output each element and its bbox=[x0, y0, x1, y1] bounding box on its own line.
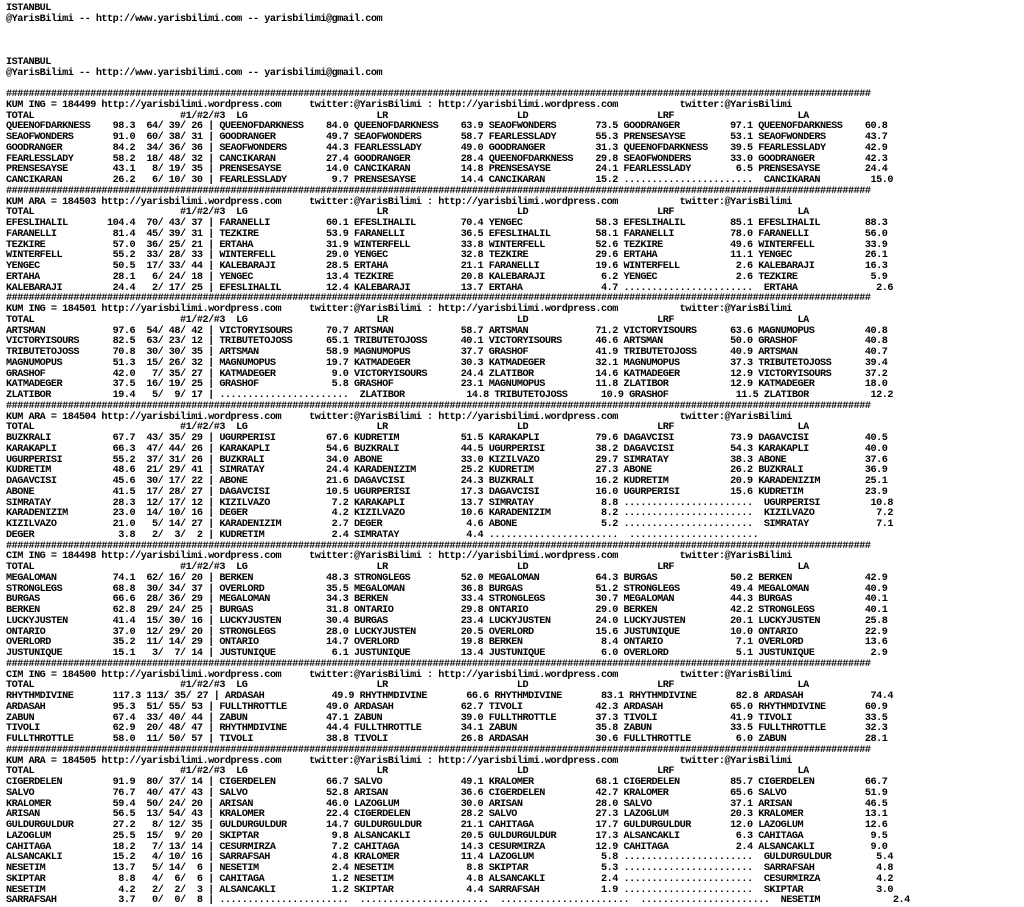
horse-row: BUZKRALI 67.7 43/ 35/ 29 | UGURPERISI 67.6 KUDRETIM 51.5 KARAKAPLI 79.6 DAGAVCISI 73.9 DAGAVCISI 40.5 bbox=[6, 433, 888, 444]
horse-row: VICTORYISOURS 82.5 63/ 23/ 12 | TRIBUTETOJOSS 65.1 TRIBUTETOJOSS 40.1 VICTORYISOURS 46.6 ARTSMAN 50.0 GRASHOF 40.8 bbox=[6, 336, 888, 348]
race-report-document bbox=[6, 4, 910, 907]
horse-row: KATMADEGER 37.5 16/ 19/ 25 | GRASHOF 5.8 GRASHOF 23.1 MAGNUMOPUS 11.8 ZLATIBOR 12.9 KATMADEGER 18.0 bbox=[6, 379, 888, 391]
horse-row: MAGNUMOPUS 51.3 15/ 26/ 32 | MAGNUMOPUS 19.7 KATMADEGER 30.3 KATMADEGER 32.1 MAGNUMOPUS 37.3 TRIBUTETOJOSS 39.4 bbox=[6, 357, 888, 369]
horse-row: MEGALOMAN 74.1 62/ 16/ 20 | BERKEN 48.3 STRONGLEGS 52.0 MEGALOMAN 64.3 BURGAS 50.2 BERKEN 42.9 bbox=[6, 572, 888, 584]
separator-line: ########################################################################################################################################################## bbox=[6, 185, 871, 197]
horse-row: SKIPTAR 8.8 4/ 6/ 6 | CAHITAGA 1.2 NESETIM 4.8 ALSANCAKLI 2.4 ....................... CESURMIRZA 4.2 bbox=[6, 873, 893, 885]
horse-row: STRONGLEGS 68.8 30/ 34/ 37 | OVERLORD 35.5 MEGALOMAN 36.8 BURGAS 51.2 STRONGLEGS 49.4 MEGALOMAN 40.9 bbox=[6, 583, 888, 595]
blank-line bbox=[6, 36, 910, 47]
horse-row: ARTSMAN 97.6 54/ 48/ 42 | VICTORYISOURS 70.7 ARTSMAN 58.7 ARTSMAN 71.2 VICTORYISOURS 63.6 MAGNUMOPUS 40.8 bbox=[6, 325, 888, 337]
horse-row: LUCKYJUSTEN 41.4 15/ 30/ 16 | LUCKYJUSTEN 30.4 BURGAS 23.4 LUCKYJUSTEN 24.0 LUCKYJUSTEN 20.1 LUCKYJUSTEN 25.8 bbox=[6, 615, 888, 627]
horse-row: ARDASAH 95.3 51/ 55/ 53 | FULLTHROTTLE 49.0 ARDASAH 62.7 TIVOLI 42.3 ARDASAH 65.0 RHYTHMDIVINE 60.9 bbox=[6, 701, 888, 713]
horse-row: CAHITAGA 18.2 7/ 13/ 14 | CESURMIRZA 7.2 CAHITAGA 14.3 CESURMIRZA 12.9 CAHITAGA 2.4 ALSANCAKLI 9.0 bbox=[6, 841, 888, 853]
separator-line: ########################################################################################################################################################## bbox=[6, 744, 871, 756]
separator-line: ########################################################################################################################################################## bbox=[6, 293, 871, 305]
horse-row: DAGAVCISI 45.6 30/ 17/ 22 | ABONE 21.6 DAGAVCISI 24.3 BUZKRALI 16.2 KUDRETIM 20.9 KARADENIZIM 25.1 bbox=[6, 476, 888, 487]
horse-row: TEZKIRE 57.0 36/ 25/ 21 | ERTAHA 31.9 WINTERFELL 33.8 WINTERFELL 52.6 TEZKIRE 49.6 WINTERFELL 33.9 bbox=[6, 239, 888, 251]
horse-row: OVERLORD 35.2 11/ 14/ 29 | ONTARIO 14.7 OVERLORD 19.8 BERKEN 8.4 ONTARIO 7.1 OVERLORD 13.6 bbox=[6, 637, 888, 649]
race-header-line: KUM ARA = 184505 http://yarisbilimi.wordpress.com twitter:@YarisBilimi : http://yarisbilimi.wordpress.com twitter:@YarisBilimi bbox=[6, 755, 792, 767]
horse-row: SIMRATAY 28.3 12/ 17/ 12 | KIZILVAZO 7.2 KARAKAPLI 13.7 SIMRATAY 8.8 ....................... UGURPERISI 10.8 bbox=[6, 497, 893, 509]
horse-row: CANCIKARAN 26.2 6/ 10/ 30 | FEARLESSLADY 9.7 PRENSESAYSE 14.4 CANCIKARAN 15.2 ....................... CANCIKARAN 15.0 bbox=[6, 175, 893, 186]
race-header-line: KUM ARA = 184504 http://yarisbilimi.wordpress.com twitter:@YarisBilimi : http://yarisbilimi.wordpress.com twitter:@YarisBilimi bbox=[6, 411, 792, 423]
column-header-line: TOTAL #1/#2/#3 LG LR LD LRF LA bbox=[6, 422, 809, 434]
column-header-line: TOTAL #1/#2/#3 LG LR LD LRF LA bbox=[6, 680, 809, 692]
horse-row: DEGER 3.8 2/ 3/ 2 | KUDRETIM 2.4 SIMRATAY 4.4 ....................... ....................... bbox=[6, 529, 759, 541]
race-header-line: KUM ING = 184501 http://yarisbilimi.wordpress.com twitter:@YarisBilimi : http://yarisbilimi.wordpress.com twitter:@YarisBilimi bbox=[6, 304, 792, 315]
horse-row: SEAOFWONDERS 91.0 60/ 38/ 31 | GOODRANGER 49.7 SEAOFWONDERS 58.7 FEARLESSLADY 55.3 PRENSESAYSE 53.1 SEAOFWONDERS 43.7 bbox=[6, 132, 888, 143]
horse-row: GOODRANGER 84.2 34/ 36/ 36 | SEAOFWONDERS 44.3 FEARLESSLADY 49.0 GOODRANGER 31.3 QUEENOFDARKNESS 39.5 FEARLESSLADY 42.9 bbox=[6, 142, 888, 154]
horse-row: KALEBARAJI 24.4 2/ 17/ 25 | EFESLIHALIL 12.4 KALEBARAJI 13.7 ERTAHA 4.7 ....................... ERTAHA 2.6 bbox=[6, 282, 893, 294]
horse-row: NESETIM 13.7 5/ 14/ 6 | NESETIM 2.4 NESETIM 8.8 SKIPTAR 5.3 ....................... SARRAFSAH 4.8 bbox=[6, 863, 893, 874]
horse-row: NESETIM 4.2 2/ 2/ 3 | ALSANCAKLI 1.2 SKIPTAR 4.4 SARRAFSAH 1.9 ....................... SKIPTAR 3.0 bbox=[6, 884, 893, 896]
page-header-line: @YarisBilimi -- http://www.yarisbilimi.com -- yarisbilimi@gmail.com bbox=[6, 67, 383, 79]
separator-line: ########################################################################################################################################################## bbox=[6, 89, 871, 100]
horse-row: TRIBUTETOJOSS 70.8 30/ 30/ 35 | ARTSMAN 58.9 MAGNUMOPUS 37.7 GRASHOF 41.9 TRIBUTETOJOSS 40.9 ARTSMAN 40.7 bbox=[6, 347, 888, 358]
separator-line: ########################################################################################################################################################## bbox=[6, 540, 871, 552]
race-header-line: KUM ING = 184499 http://yarisbilimi.wordpress.com twitter:@YarisBilimi : http://yarisbilimi.wordpress.com twitter:@YarisBilimi bbox=[6, 99, 792, 111]
column-header-line: TOTAL #1/#2/#3 LG LR LD LRF LA bbox=[6, 207, 809, 219]
horse-row: RHYTHMDIVINE 117.3 113/ 35/ 27 | ARDASAH 49.9 RHYTHMDIVINE 66.6 RHYTHMDIVINE 83.1 RHYTHMDIVINE 82.8 ARDASAH 74.4 bbox=[6, 691, 893, 702]
horse-row: CIGERDELEN 91.9 80/ 37/ 14 | CIGERDELEN 66.7 SALVO 49.1 KRALOMER 68.1 CIGERDELEN 85.7 CIGERDELEN 66.7 bbox=[6, 777, 888, 788]
horse-row: JUSTUNIQUE 15.1 3/ 7/ 14 | JUSTUNIQUE 6.1 JUSTUNIQUE 13.4 JUSTUNIQUE 6.0 OVERLORD 5.1 JUSTUNIQUE 2.9 bbox=[6, 648, 888, 659]
horse-row: KRALOMER 59.4 50/ 24/ 20 | ARISAN 46.0 LAZOGLUM 30.0 ARISAN 28.0 SALVO 37.1 ARISAN 46.5 bbox=[6, 798, 888, 810]
horse-row: KUDRETIM 48.6 21/ 29/ 41 | SIMRATAY 24.4 KARADENIZIM 25.2 KUDRETIM 27.3 ABONE 26.2 BUZKRALI 36.9 bbox=[6, 465, 888, 477]
horse-row: FEARLESSLADY 58.2 18/ 48/ 32 | CANCIKARAN 27.4 GOODRANGER 28.4 QUEENOFDARKNESS 29.8 SEAOFWONDERS 33.0 GOODRANGER 42.3 bbox=[6, 153, 888, 165]
column-header-line: TOTAL #1/#2/#3 LG LR LD LRF LA bbox=[6, 110, 809, 122]
page-header-line: ISTANBUL bbox=[6, 56, 51, 68]
horse-row: ZLATIBOR 19.4 5/ 9/ 17 | ....................... ZLATIBOR 14.8 TRIBUTETOJOSS 10.9 GRASHOF 11.5 ZLATIBOR 12.2 bbox=[6, 390, 893, 401]
page-header-line: ISTANBUL bbox=[6, 3, 51, 14]
horse-row: KARADENIZIM 23.0 14/ 10/ 16 | DEGER 4.2 KIZILVAZO 10.6 KARADENIZIM 8.2 ....................... KIZILVAZO 7.2 bbox=[6, 508, 893, 520]
horse-row: ALSANCAKLI 15.2 4/ 10/ 16 | SARRAFSAH 4.8 KRALOMER 11.4 LAZOGLUM 5.8 ....................... GULDURGULDUR 5.4 bbox=[6, 852, 893, 864]
horse-row: ABONE 41.5 17/ 28/ 27 | DAGAVCISI 10.5 UGURPERISI 17.3 DAGAVCISI 16.0 UGURPERISI 15.6 KUDRETIM 23.9 bbox=[6, 486, 888, 498]
horse-row: SALVO 76.7 40/ 47/ 43 | SALVO 52.8 ARISAN 36.6 CIGERDELEN 42.7 KRALOMER 65.6 SALVO 51.9 bbox=[6, 787, 888, 799]
horse-row: UGURPERISI 55.2 37/ 31/ 26 | BUZKRALI 34.0 ABONE 33.0 KIZILVAZO 29.7 SIMRATAY 38.3 ABONE 37.6 bbox=[6, 454, 888, 466]
horse-row: GULDURGULDUR 27.2 8/ 12/ 35 | GULDURGULDUR 14.7 GULDURGULDUR 21.1 CAHITAGA 17.7 GULDURGULDUR 12.0 LAZOGLUM 12.6 bbox=[6, 820, 888, 831]
separator-line: ########################################################################################################################################################## bbox=[6, 400, 871, 412]
horse-row: KIZILVAZO 21.0 5/ 14/ 27 | KARADENIZIM 2.7 DEGER 4.6 ABONE 5.2 ....................... SIMRATAY 7.1 bbox=[6, 519, 893, 530]
race-header-line: KUM ARA = 184503 http://yarisbilimi.wordpress.com twitter:@YarisBilimi : http://yarisbilimi.wordpress.com twitter:@YarisBilimi bbox=[6, 196, 792, 208]
page-header-line: @YarisBilimi -- http://www.yarisbilimi.com -- yarisbilimi@gmail.com bbox=[6, 13, 383, 25]
horse-row: BERKEN 62.8 29/ 24/ 25 | BURGAS 31.8 ONTARIO 29.8 ONTARIO 29.0 BERKEN 42.2 STRONGLEGS 40.1 bbox=[6, 605, 888, 616]
horse-row: ARISAN 56.5 13/ 54/ 43 | KRALOMER 22.4 CIGERDELEN 28.2 SALVO 27.3 LAZOGLUM 20.3 KRALOMER 13.1 bbox=[6, 809, 888, 821]
horse-row: LAZOGLUM 25.5 15/ 9/ 20 | SKIPTAR 9.8 ALSANCAKLI 20.5 GULDURGULDUR 17.3 ALSANCAKLI 6.3 CAHITAGA 9.5 bbox=[6, 830, 888, 842]
horse-row: BURGAS 66.6 28/ 36/ 29 | MEGALOMAN 34.3 BERKEN 33.4 STRONGLEGS 30.7 MEGALOMAN 44.3 BURGAS 40.1 bbox=[6, 594, 888, 606]
horse-row: FULLTHROTTLE 58.0 11/ 50/ 57 | TIVOLI 38.8 TIVOLI 26.8 ARDASAH 30.6 FULLTHROTTLE 6.0 ZABUN 28.1 bbox=[6, 734, 888, 745]
horse-row: GRASHOF 42.0 7/ 35/ 27 | KATMADEGER 9.0 VICTORYISOURS 24.4 ZLATIBOR 14.6 KATMADEGER 12.9 VICTORYISOURS 37.2 bbox=[6, 368, 888, 380]
horse-row: TIVOLI 62.9 20/ 48/ 47 | RHYTHMDIVINE 44.4 FULLTHROTTLE 34.1 ZABUN 35.8 ZABUN 33.5 FULLTHROTTLE 32.3 bbox=[6, 723, 888, 735]
race-header-line: CIM ING = 184498 http://yarisbilimi.wordpress.com twitter:@YarisBilimi : http://yarisbilimi.wordpress.com twitter:@YarisBilimi bbox=[6, 551, 792, 563]
horse-row: KARAKAPLI 66.3 47/ 44/ 26 | KARAKAPLI 54.6 BUZKRALI 44.5 UGURPERISI 38.2 DAGAVCISI 54.3 KARAKAPLI 40.0 bbox=[6, 443, 888, 455]
horse-row: SARRAFSAH 3.7 0/ 0/ 8 | ....................... ....................... ....................... ....................... NESETIM 2.4 bbox=[6, 895, 910, 907]
column-header-line: TOTAL #1/#2/#3 LG LR LD LRF LA bbox=[6, 314, 809, 326]
column-header-line: TOTAL #1/#2/#3 LG LR LD LRF LA bbox=[6, 562, 809, 573]
blank-line bbox=[6, 47, 910, 58]
horse-row: ERTAHA 28.1 6/ 24/ 18 | YENGEC 13.4 TEZKIRE 20.8 KALEBARAJI 6.2 YENGEC 2.6 TEZKIRE 5.9 bbox=[6, 271, 888, 283]
horse-row: WINTERFELL 55.2 33/ 28/ 33 | WINTERFELL 29.0 YENGEC 32.8 TEZKIRE 29.6 ERTAHA 11.1 YENGEC 26.1 bbox=[6, 250, 888, 262]
horse-row: EFESLIHALIL 104.4 70/ 43/ 37 | FARANELLI 60.1 EFESLIHALIL 70.4 YENGEC 58.3 EFESLIHALIL 85.1 EFESLIHALIL 88.3 bbox=[6, 218, 888, 229]
horse-row: ONTARIO 37.0 12/ 29/ 20 | STRONGLEGS 28.0 LUCKYJUSTEN 20.5 OVERLORD 15.6 JUSTUNIQUE 10.0 ONTARIO 22.9 bbox=[6, 626, 888, 638]
horse-row: FARANELLI 81.4 45/ 39/ 31 | TEZKIRE 53.9 FARANELLI 36.5 EFESLIHALIL 58.1 FARANELLI 78.0 FARANELLI 56.0 bbox=[6, 228, 888, 240]
horse-row: QUEENOFDARKNESS 98.3 64/ 39/ 26 | QUEENOFDARKNESS 84.0 QUEENOFDARKNESS 63.9 SEAOFWONDERS 73.5 GOODRANGER 97.1 QUEENOFDARKNESS 60.8 bbox=[6, 121, 888, 133]
separator-line: ########################################################################################################################################################## bbox=[6, 658, 871, 670]
column-header-line: TOTAL #1/#2/#3 LG LR LD LRF LA bbox=[6, 766, 809, 778]
horse-row: ZABUN 67.4 33/ 40/ 44 | ZABUN 47.1 ZABUN 39.0 FULLTHROTTLE 37.3 TIVOLI 41.9 TIVOLI 33.5 bbox=[6, 712, 888, 724]
race-header-line: CIM ING = 184500 http://yarisbilimi.wordpress.com twitter:@YarisBilimi : http://yarisbilimi.wordpress.com twitter:@YarisBilimi bbox=[6, 669, 792, 681]
horse-row: PRENSESAYSE 43.1 8/ 19/ 35 | PRENSESAYSE 14.0 CANCIKARAN 14.8 PRENSESAYSE 24.1 FEARLESSLADY 6.5 PRENSESAYSE 24.4 bbox=[6, 164, 888, 176]
blank-line bbox=[6, 26, 910, 37]
horse-row: YENGEC 50.5 17/ 33/ 44 | KALEBARAJI 28.5 ERTAHA 21.1 FARANELLI 19.6 WINTERFELL 2.6 KALEBARAJI 16.3 bbox=[6, 261, 888, 272]
